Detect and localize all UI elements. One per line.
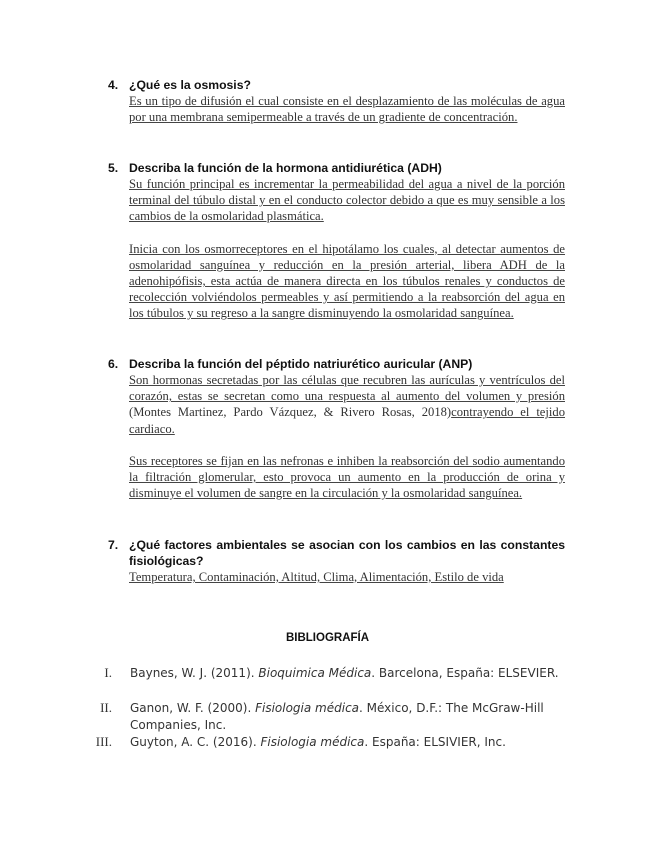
question-number: 4. (108, 78, 119, 92)
question-7-answer (129, 569, 565, 585)
question-title: ¿Qué factores ambientales se asocian con los cambios en las constantes fisiológicas? (129, 538, 565, 568)
question-7-heading (108, 537, 565, 569)
bibliography-number: I. (104, 665, 112, 680)
bib-publisher: . España: ELSIVIER, Inc. (364, 735, 506, 749)
answer-paragraph-1: Su función principal es incrementar la permeabilidad del agua a nivel de la porción terminal del túbulo distal y en el conducto colector debido a que es muy sensible a los cambios de la osmolaridad plasmática. (129, 177, 565, 224)
question-4 (108, 77, 565, 125)
question-6 (108, 356, 565, 501)
answer-text: Temperatura, Contaminación, Altitud, Clima, Alimentación, Estilo de vida (129, 570, 504, 584)
answer-paragraph-2: Inicia con los osmorreceptores en el hipotálamo los cuales, al detectar aumentos de osmolaridad sanguínea y reducción en la presión arterial, libera ADH de la adenohipófisis, esta actúa de manera directa en los túbulos renales y conductos de recolección volviéndolos permeables y así permitiendo a la reabsorción del agua en los túbulos y su regreso a la sangre disminuyendo la osmolaridad sanguínea. (129, 241, 565, 321)
question-4-answer (129, 93, 565, 125)
bibliography-text (130, 665, 568, 682)
bibliography-item (88, 665, 568, 682)
question-4-heading (108, 77, 565, 93)
answer-paragraph-1-part-b: contrayendo el tejido cardiaco. (129, 405, 565, 436)
bib-title: Fisiologia médica (255, 701, 360, 715)
question-5 (108, 160, 565, 322)
answer-paragraph-2: Sus receptores se fijan en las nefronas e inhiben la reabsorción del sodio aumentando la filtración glomerular, esto provoca un aumento en la producción de orina y disminuye el volumen de sangre en la circulación y la osmolaridad sanguínea. (129, 453, 565, 501)
bib-publisher: . Barcelona, España: ELSEVIER. (371, 666, 559, 680)
answer-text: Es un tipo de difusión el cual consiste en el desplazamiento de las moléculas de agua por una membrana semipermeable a través de un gradiente de concentración. (129, 94, 565, 125)
citation: (Montes Martinez, Pardo Vázquez, & Rivero Rosas, 2018) (129, 405, 452, 420)
question-title: Describa la función de la hormona antidiurética (ADH) (129, 161, 442, 175)
bibliography-title: BIBLIOGRAFÍA (285, 632, 370, 644)
question-5-heading (108, 160, 565, 176)
bibliography-number: II. (100, 700, 112, 715)
question-6-answer (129, 372, 565, 501)
question-number: 6. (108, 357, 119, 371)
bib-title: Bioquimica Médica (258, 666, 372, 680)
bibliography-text (130, 700, 568, 733)
question-number: 7. (108, 538, 119, 552)
bibliography-item (88, 734, 568, 751)
bib-author: Ganon, W. F. (2000). (130, 701, 256, 715)
question-6-heading (108, 356, 565, 372)
question-7 (108, 537, 565, 585)
question-5-answer (129, 176, 565, 322)
question-number: 5. (108, 161, 119, 175)
answer-paragraph-1-part-a: Son hormonas secretadas por las células que recubren las aurículas y ventrículos del corazón, estas se secretan como una respuesta al aumento del volumen y presión (129, 373, 565, 404)
bib-publisher: . México, D.F.: The McGraw-Hill Companies, Inc. (130, 701, 544, 732)
bibliography-number: III. (95, 734, 112, 749)
bib-author: Guyton, A. C. (2016). (130, 735, 261, 749)
question-title: ¿Qué es la osmosis? (129, 78, 251, 92)
bib-title: Fisiologia médica (260, 735, 365, 749)
bib-author: Baynes, W. J. (2011). (130, 666, 259, 680)
bibliography-item (88, 700, 568, 733)
bibliography-text (130, 734, 568, 751)
question-title: Describa la función del péptido natriurético auricular (ANP) (129, 357, 473, 371)
